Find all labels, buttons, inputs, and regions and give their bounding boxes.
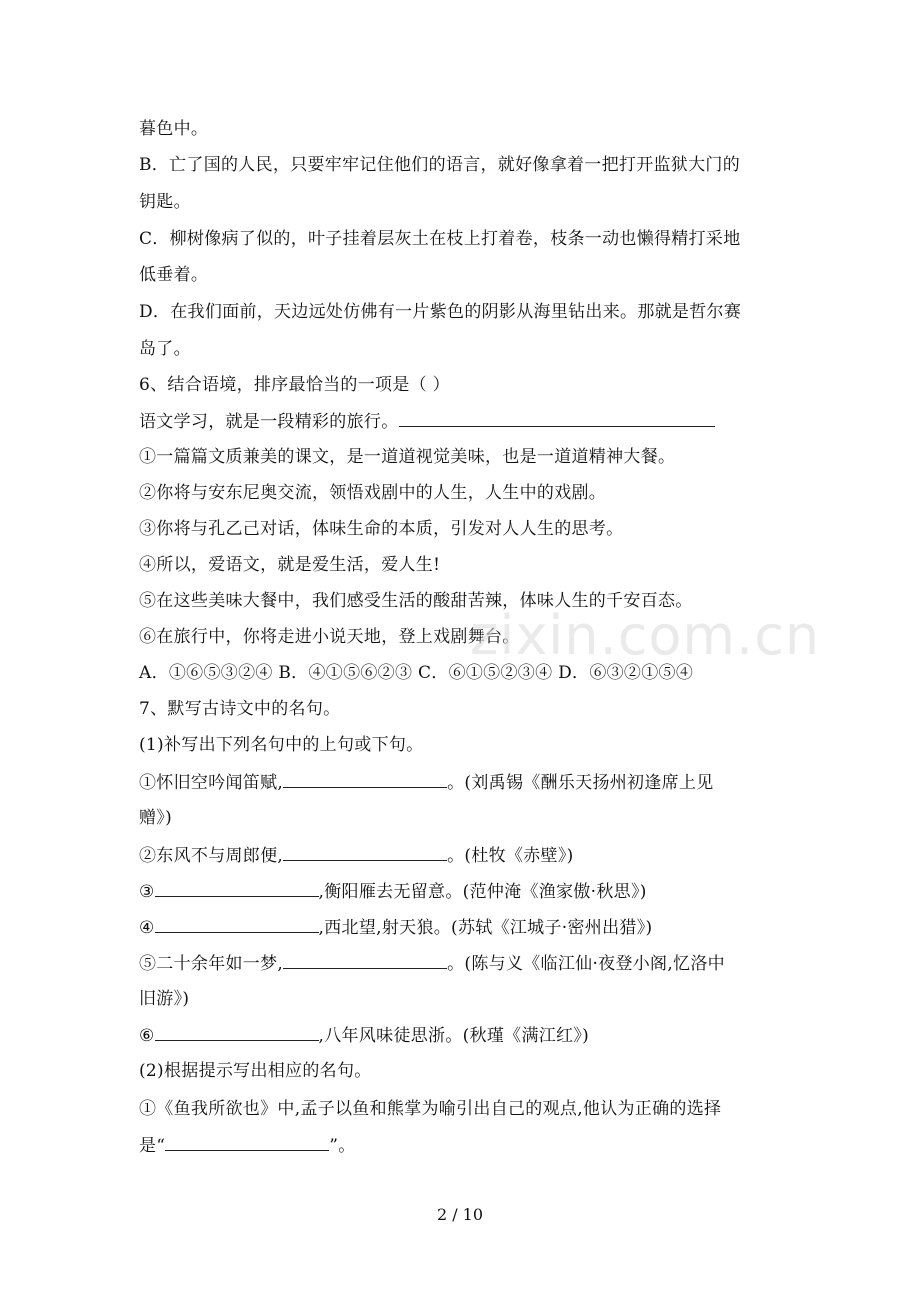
sentence-2: ②你将与安东尼奥交流，领悟戏剧中的人生，人生中的戏剧。: [139, 483, 607, 503]
poem-text: ,西北望,射天狼。(苏轼《江城子·密州出猎》): [318, 918, 653, 938]
poem-source: 。(陈与义《临江仙·夜登小阁,忆洛中: [447, 954, 725, 974]
poem-text: ⑤二十余年如一梦,: [139, 954, 284, 974]
answer-blank: [283, 771, 447, 788]
text-line: 钥匙。: [139, 192, 191, 212]
text-line: 暮色中。: [139, 119, 209, 139]
text-line: 低垂着。: [139, 265, 209, 285]
option-d-line: D．在我们面前，天边远处仿佛有一片紫色的阴影从海里钻出来。那就是哲尔赛: [139, 302, 742, 322]
context-text: 语文学习，就是一段精彩的旅行。: [139, 412, 399, 432]
poem-text: ②东风不与周郎便,: [139, 846, 284, 866]
poem-item-1: [139, 771, 714, 794]
question-7-title: 7、默写古诗文中的名句。: [139, 699, 341, 719]
answer-blank: [283, 952, 447, 969]
prompt-text: 是“: [139, 1136, 166, 1156]
answer-blank: [283, 844, 447, 861]
watermark: zixin.com.cn: [470, 604, 821, 667]
poem-number: ③: [139, 882, 155, 902]
prompt-1: ①《鱼我所欲也》中,孟子以鱼和熊掌为喻引出自己的观点,他认为正确的选择: [139, 1099, 722, 1119]
subquestion-1-title: (1)补写出下列名句中的上句或下句。: [139, 735, 424, 755]
prompt-1-answer: [139, 1134, 356, 1157]
answer-blank: [399, 410, 715, 427]
question-6-title: 6、结合语境，排序最恰当的一项是（ ）: [139, 375, 450, 395]
option-b-line: B．亡了国的人民，只要牢牢记住他们的语言，就好像拿着一把打开监狱大门的: [139, 155, 740, 175]
question-6-context: [139, 410, 715, 433]
answer-blank: [155, 1024, 319, 1041]
poem-text: ,八年风味徒思浙。(秋瑾《满江红》): [318, 1026, 590, 1046]
answer-blank: [165, 1134, 329, 1151]
poem-item-5: [139, 952, 725, 975]
poem-text: ①怀旧空吟闻笛赋,: [139, 773, 284, 793]
answer-blank: [155, 880, 319, 897]
answer-blank: [155, 916, 319, 933]
poem-text: ,衡阳雁去无留意。(范仲淹《渔家傲·秋思》): [318, 882, 647, 902]
poem-item-6: [139, 1024, 589, 1047]
poem-item-4: [139, 916, 652, 939]
sentence-5: ⑤在这些美味大餐中，我们感受生活的酸甜苦辣，体味人生的千安百态。: [139, 591, 693, 611]
subquestion-2-title: (2)根据提示写出相应的名句。: [139, 1061, 372, 1081]
option-c-line: C．柳树像病了似的，叶子挂着层灰土在枝上打着卷，枝条一动也懒得精打采地: [139, 229, 741, 249]
text-line: 岛了。: [139, 339, 191, 359]
sentence-1: ①一篇篇文质兼美的课文，是一道道视觉美味，也是一道道精神大餐。: [139, 447, 676, 467]
question-6-options: A．①⑥⑤③②④ B．④①⑤⑥②③ C．⑥①⑤②③④ D．⑥③②①⑤④: [139, 663, 694, 683]
page-number: 2 / 10: [436, 1205, 484, 1224]
sentence-3: ③你将与孔乙己对话，体味生命的本质，引发对人人生的思考。: [139, 519, 624, 539]
text-line: 旧游》): [139, 989, 190, 1009]
poem-item-2: [139, 844, 574, 867]
poem-item-3: [139, 880, 647, 903]
poem-source: 。(杜牧《赤壁》): [447, 846, 574, 866]
poem-number: ⑥: [139, 1026, 155, 1046]
text-line: 赠》): [139, 808, 173, 828]
sentence-6: ⑥在旅行中，你将走进小说天地，登上戏剧舞台。: [139, 627, 520, 647]
prompt-text: ”。: [329, 1136, 356, 1156]
poem-source: 。(刘禹锡《酬乐天扬州初逢席上见: [447, 773, 714, 793]
sentence-4: ④所以，爱语文，就是爱生活，爱人生!: [139, 555, 441, 575]
poem-number: ④: [139, 918, 155, 938]
